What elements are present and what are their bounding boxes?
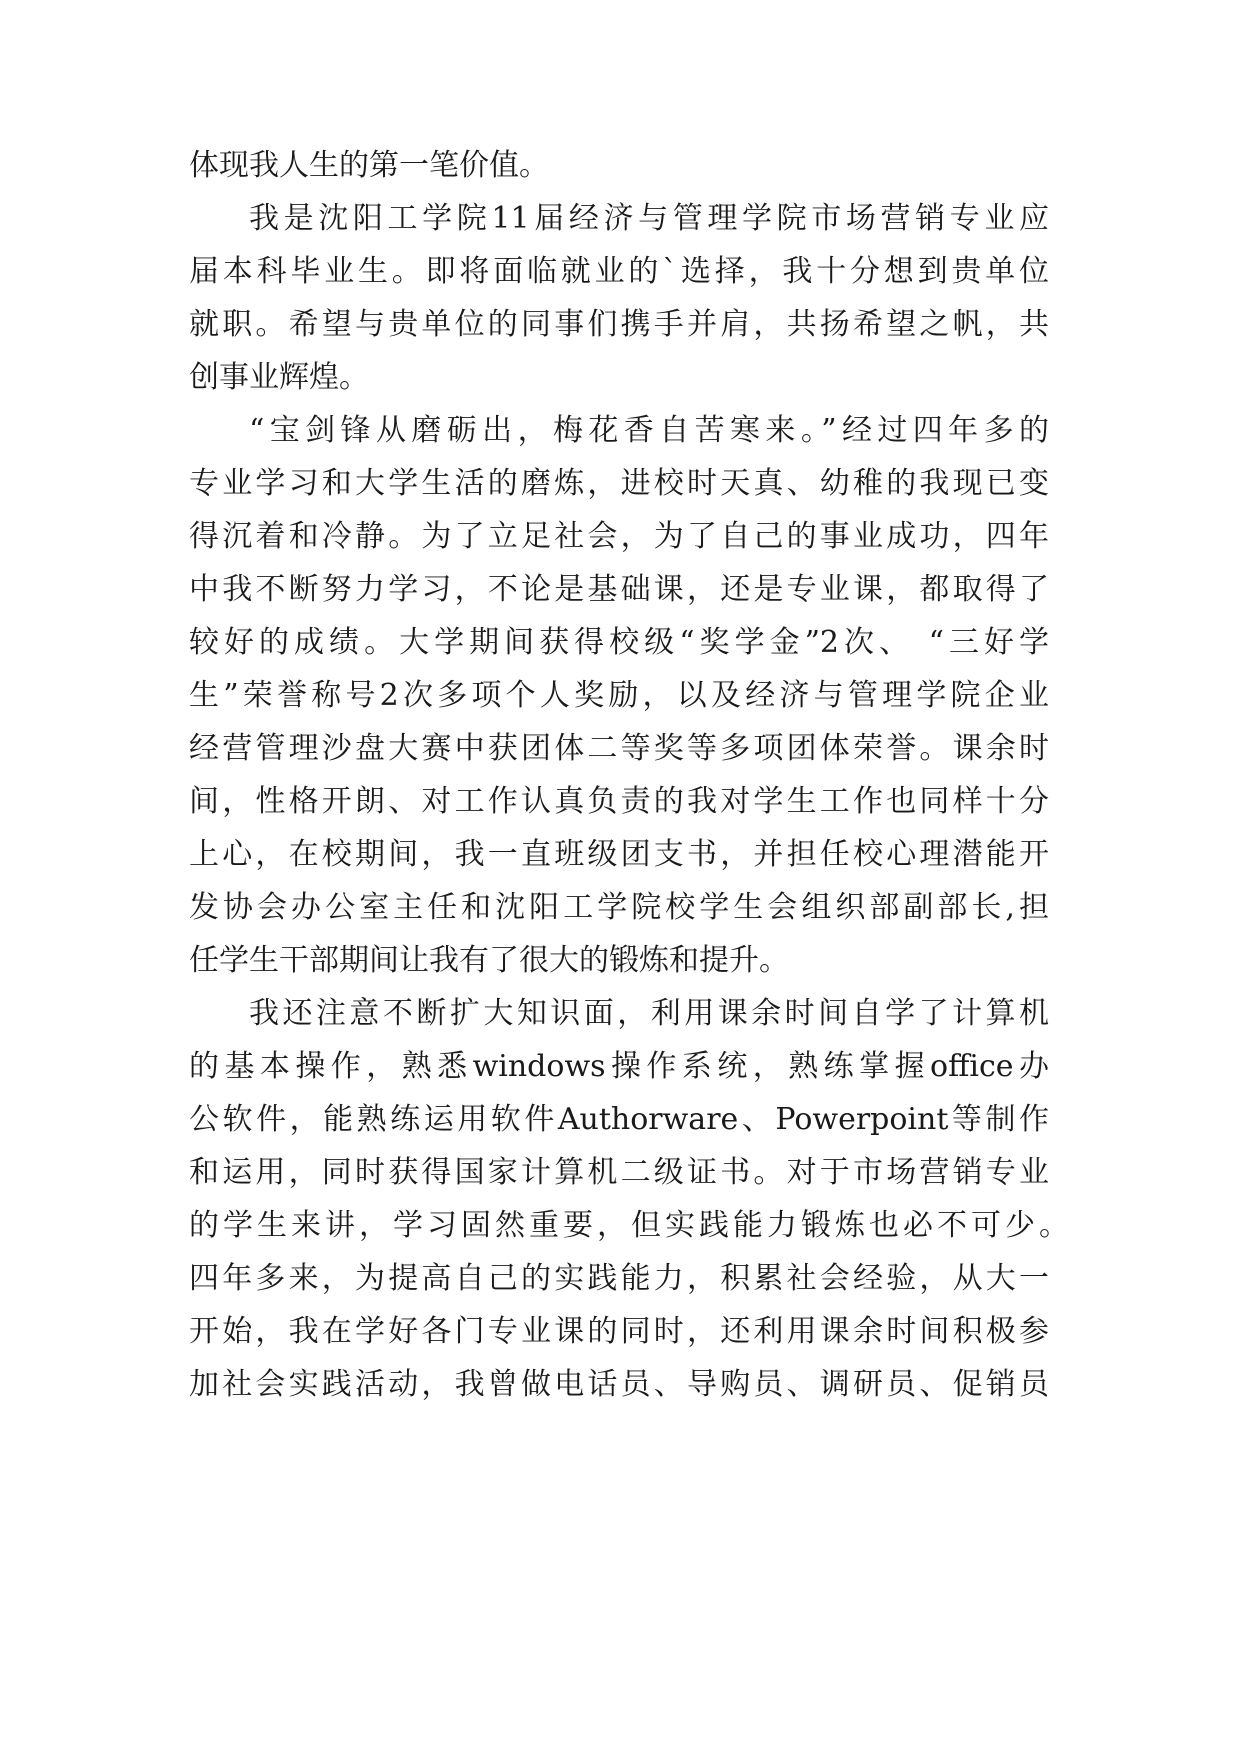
paragraph-first-line: “宝剑锋从磨砺出，梅花香自苦寒来。”经过四年多的 (249, 413, 1049, 448)
text-line: 生”荣誉称号2次多项个人奖励，以及经济与管理学院企业 (189, 678, 1049, 713)
text-line: 上心，在校期间，我一直班级团支书，并担任校心理潜能开 (189, 837, 1049, 872)
paragraph-first-line: 我是沈阳工学院11届经济与管理学院市场营销专业应 (249, 201, 1049, 236)
text-line: 开始，我在学好各门专业课的同时，还利用课余时间积极参 (189, 1314, 1049, 1349)
text-line: 较好的成绩。大学期间获得校级“奖学金”2次、 “三好学 (189, 625, 1049, 660)
text-line: 公软件，能熟练运用软件Authorware、Powerpoint等制作 (189, 1102, 1049, 1137)
text-line: 的基本操作，熟悉windows操作系统，熟练掌握office办 (189, 1049, 1049, 1084)
text-line: 就职。希望与贵单位的同事们携手并肩，共扬希望之帆，共 (189, 307, 1049, 342)
text-line: 和运用，同时获得国家计算机二级证书。对于市场营销专业 (189, 1155, 1049, 1190)
text-line: 的学生来讲，学习固然重要，但实践能力锻炼也必不可少。 (189, 1208, 1069, 1243)
text-line: 经营管理沙盘大赛中获团体二等奖等多项团体荣誉。课余时 (189, 731, 1049, 766)
text-line: 届本科毕业生。即将面临就业的`选择，我十分想到贵单位 (189, 254, 1049, 289)
text-line: 创事业辉煌。 (189, 360, 369, 395)
text-line: 间，性格开朗、对工作认真负责的我对学生工作也同样十分 (189, 784, 1049, 819)
text-line: 发协会办公室主任和沈阳工学院校学生会组织部副部长,担 (189, 890, 1049, 925)
text-line: 任学生干部期间让我有了很大的锻炼和提升。 (189, 943, 789, 978)
text-line: 专业学习和大学生活的磨炼，进校时天真、幼稚的我现已变 (189, 466, 1049, 501)
text-line: 体现我人生的第一笔价值。 (189, 148, 549, 183)
text-line: 中我不断努力学习，不论是基础课，还是专业课，都取得了 (189, 572, 1049, 607)
text-line: 加社会实践活动，我曾做电话员、导购员、调研员、促销员 (189, 1367, 1049, 1402)
text-line: 四年多来，为提高自己的实践能力，积累社会经验，从大一 (189, 1261, 1049, 1296)
paragraph-first-line: 我还注意不断扩大知识面，利用课余时间自学了计算机 (249, 996, 1049, 1031)
text-line: 得沉着和冷静。为了立足社会，为了自己的事业成功，四年 (189, 519, 1049, 554)
